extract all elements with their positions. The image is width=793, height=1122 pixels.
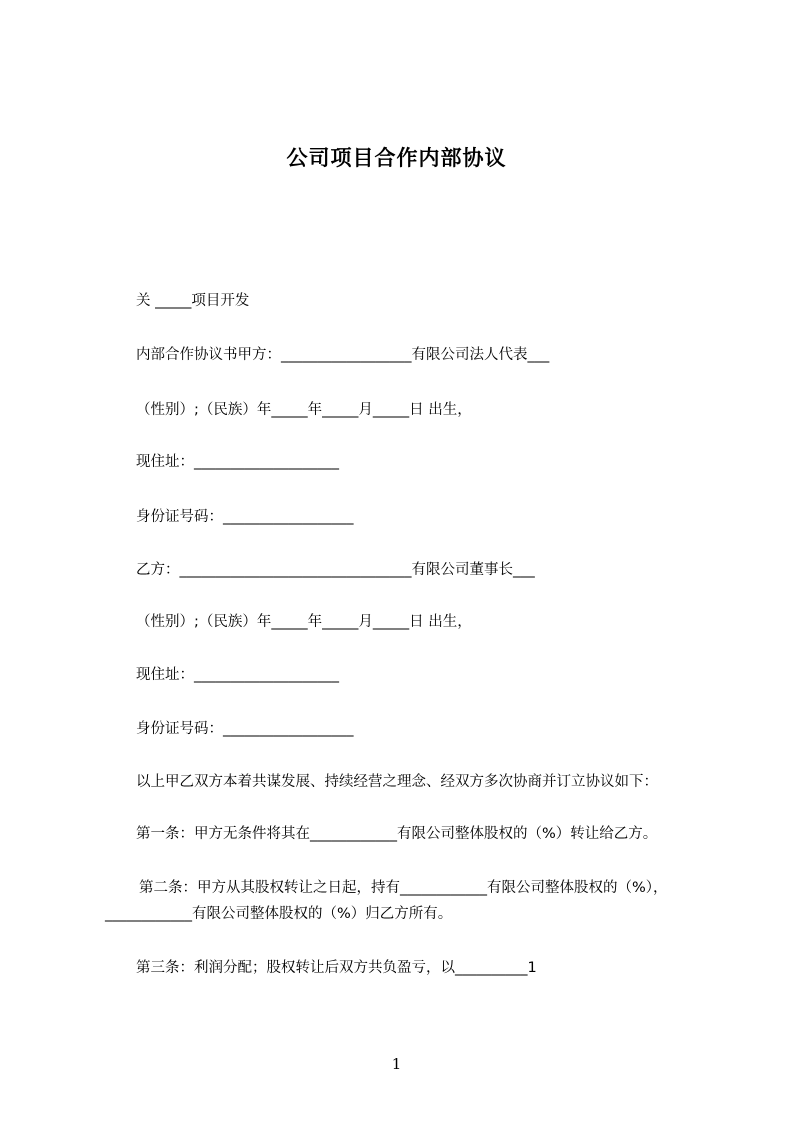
party-b-line: 乙方：________________________________有限公司董事长___ (136, 562, 535, 578)
party-a-birth-line: （性别）;（民族）年_____年_____月_____日 出生， (136, 402, 472, 418)
party-b-birth-line: （性别）;（民族）年_____年_____月_____日 出生， (136, 614, 472, 630)
article-3-line: 第三条：利润分配；股权转让后双方共负盈亏，以__________1 (136, 960, 537, 976)
party-a-address-line: 现住址：____________________ (136, 454, 339, 470)
article-2-continuation-line: ____________有限公司整体股权的（%）归乙方所有。 (105, 906, 453, 922)
document-title: 公司项目合作内部协议 (286, 146, 507, 170)
page-number: 1 (391, 1055, 402, 1073)
party-b-id-line: 身份证号码：__________________ (136, 721, 354, 737)
party-b-address-line: 现住址：____________________ (136, 667, 339, 683)
article-1-line: 第一条：甲方无条件将其在____________有限公司整体股权的（%）转让给乙方。 (136, 826, 658, 842)
article-2-line: 第二条：甲方从其股权转让之日起，持有____________有限公司整体股权的（%）， (139, 880, 668, 896)
party-a-line: 内部合作协议书甲方：__________________有限公司法人代表___ (136, 347, 550, 363)
agreement-intro-line: 以上甲乙双方本着共谋发展、持续经营之理念、经双方多次协商并订立协议如下： (136, 774, 658, 790)
project-line: 关 _____项目开发 (136, 293, 250, 309)
party-a-id-line: 身份证号码：__________________ (136, 509, 354, 525)
